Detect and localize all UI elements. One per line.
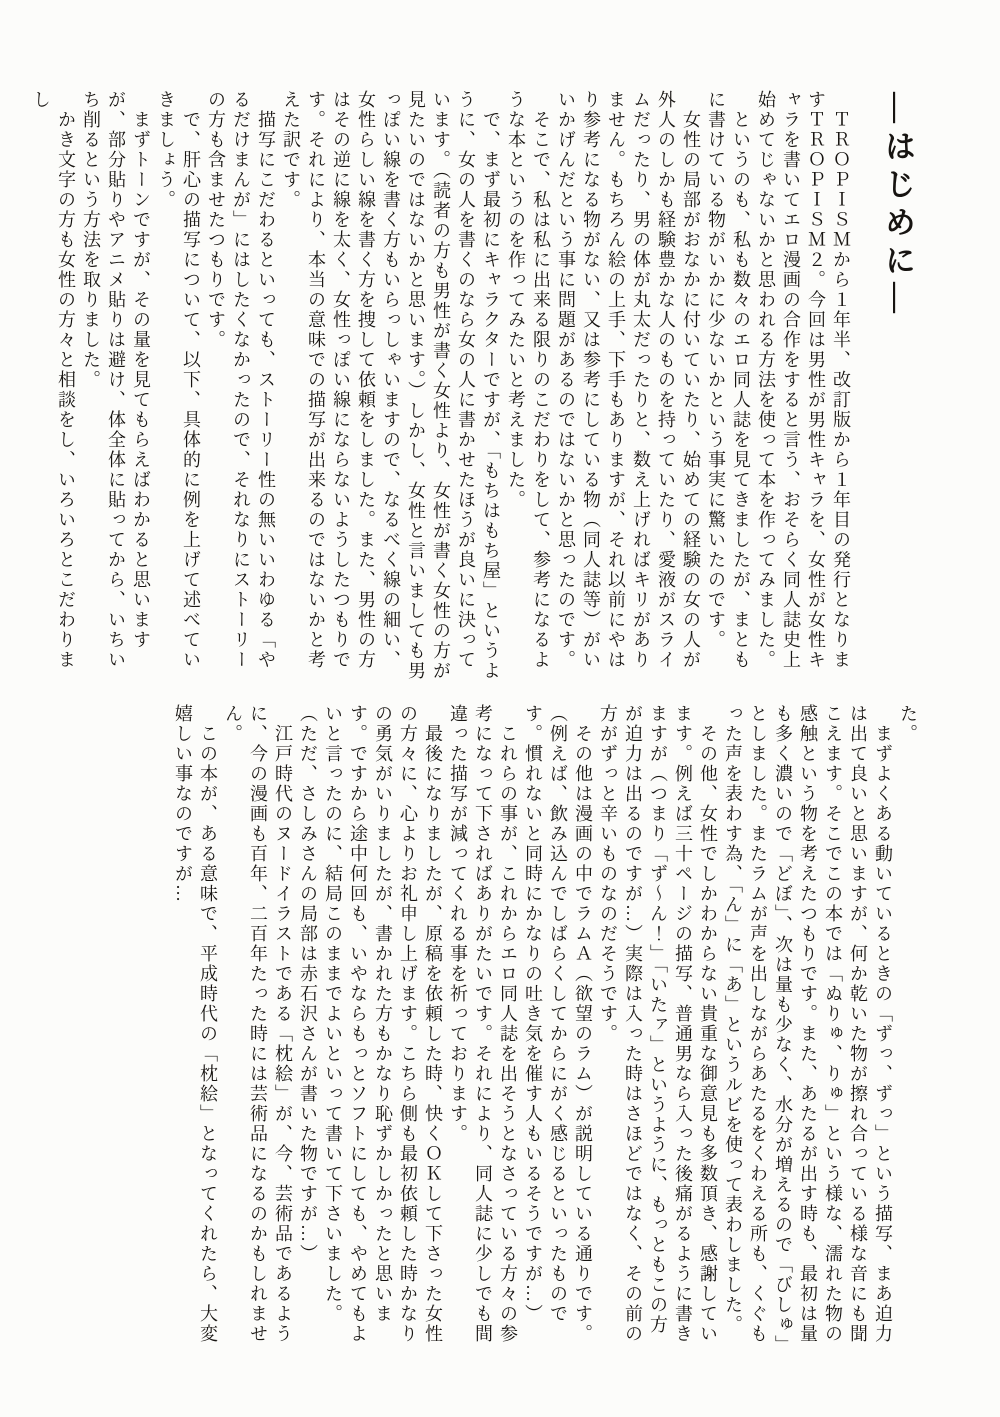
paragraph: ＴＲＯＰＩＳＭから１年半、改訂版から１年目の発行となりますＴＲＯＰＩＳＭ２。今回は男性が男性キャラを、女性が女性キャラを書いてエロ漫画の合作をすると言う、おそらく同人誌史上始めてじゃないかと思われる方法を使って本を作ってみました。	[756, 90, 851, 670]
intro-top-text-block	[28, 90, 920, 684]
paragraph: で、まず最初にキャラクターですが、「もちはもち屋」というように、女の人を書くのなら女の人に書かせたほうが良いに決っています。（読者の方も男性が書く女性より、女性が書く女性の方が見たいのではないかと思います。）しかし、女性と言いましても男っぽい線を書く方もいらっしゃいますので、なるべく線の細い、女性らしい線を書く方を捜して依頼をしました。また、男性の方はその逆に線を太く、女性っぽい線にならないようしたつもりです。それにより、本当の意味での描写が出来るのではないかと考えた訳です。	[281, 90, 501, 681]
paragraph: その他、女性でしかわからない貴重な御意見も多数頂き、感謝しています。例えば三十ページの描写、普通男なら入った後痛がるように書きますが（つまり「ず〜ん！」「いたァ」というように、もっともこの方が迫力は出るのですが…）実際は入った時はさほどではなく、その前の方がずっと辛いものなのだそうです。	[598, 704, 718, 1344]
paragraph: その他は漫画の中でラムＡ（欲望のラム）が説明している通りです。（例えば、飲み込んでしばらくしてからにがく感じるといったものです。慣れないと同時にかなりの吐き気を催す人もいるそうですが…）	[523, 704, 593, 1344]
paragraph: まずよくある動いているときの「ずっ、ずっ」という描写、まあ迫力は出て良いと思いますが、何か乾いた物が擦れ合っている様な音にも聞こえます。そこでこの本では「ぬりゅ、りゅ」という様な、濡れた物の感触という物を考えたつもりです。また、あたるが出す時も、最初は量も多く濃いので「どぼ」、次は量も少なく、水分が増えるので「びしゅ」としました。またラムが声を出しながらあたるをくわえる所も、くぐもった声を表わす為、「ん」に「あ」というルビを使って表わしました。	[723, 704, 893, 1346]
paragraph: で、肝心の描写について、以下、具体的に例を上げて述べていきましょう。	[156, 90, 201, 670]
paragraph: 最後になりましたが、原稿を依頼した時、快くＯＫして下さった女性の方々に、心よりお礼申し上げます。こちら側も最初依頼した時かなりの勇気がいりましたが、書かれた方もかなり恥ずかしかったと思います。ですから途中何回も、いやならもっとソフトにしても、やめてもよいと言ったのに、結局このままでよいといって書いて下さいました。（ただ、さしみさんの局部は赤石沢さんが書いた物ですが…）	[298, 704, 443, 1344]
paragraph: た。	[898, 704, 918, 744]
paragraph: まずトーンですが、その量を見てもらえばわかると思いますが、部分貼りやアニメ貼りは避け、体全体に貼ってから、いちいち削るという方法を取りました。	[81, 90, 151, 670]
paragraph: 江戸時代のヌードイラストである「枕絵」が、今、芸術品であるように、今の漫画も百年、二百年たった時には芸術品になるのかもしれません。	[223, 704, 293, 1344]
intro-bottom-text-block	[170, 704, 920, 1352]
paragraph: 女性の局部がおなかに付いていたり、始めての経験の女の人が外人のしかも経験豊かな人のものを持っていたり、愛液がスライムだったり、男の体が丸太だったりと、数え上げればキリがありません。もちろん絵の上手、下手もありますが、それ以前にやはり参考になる物がない、又は参考にしている物（同人誌等）がいいかげんだという事に問題があるのではないかと思ったのです。	[556, 90, 701, 670]
paragraph: これらの事が、これからエロ同人誌を出そうとなさっている方々の参考になって下さればありがたいです。それにより、同人誌に少しでも間違った描写が減ってくれる事を祈っております。	[448, 704, 518, 1344]
paragraph: かき文字の方も女性の方々と相談をし、いろいろとこだわりまし	[31, 90, 76, 670]
paragraph: そこで、私は私に出来る限りのこだわりをして、参考になるような本というのを作ってみたいと考えました。	[506, 90, 551, 670]
paragraph: というのも、私も数々のエロ同人誌を見てきましたが、まともに書けている物がいかに少ないかという事実に驚いたのです。	[706, 90, 751, 670]
paragraph: この本が、ある意味で、平成時代の「枕絵」となってくれたら、大変嬉しい事なのですが…	[173, 704, 218, 1344]
paragraph: 描写にこだわるといっても、ストーリー性の無いいわゆる「やるだけまんが」にはしたくなかったので、それなりにストーリーの方も含ませたつもりです。	[206, 90, 276, 670]
page-title: ―はじめに―	[880, 92, 915, 320]
